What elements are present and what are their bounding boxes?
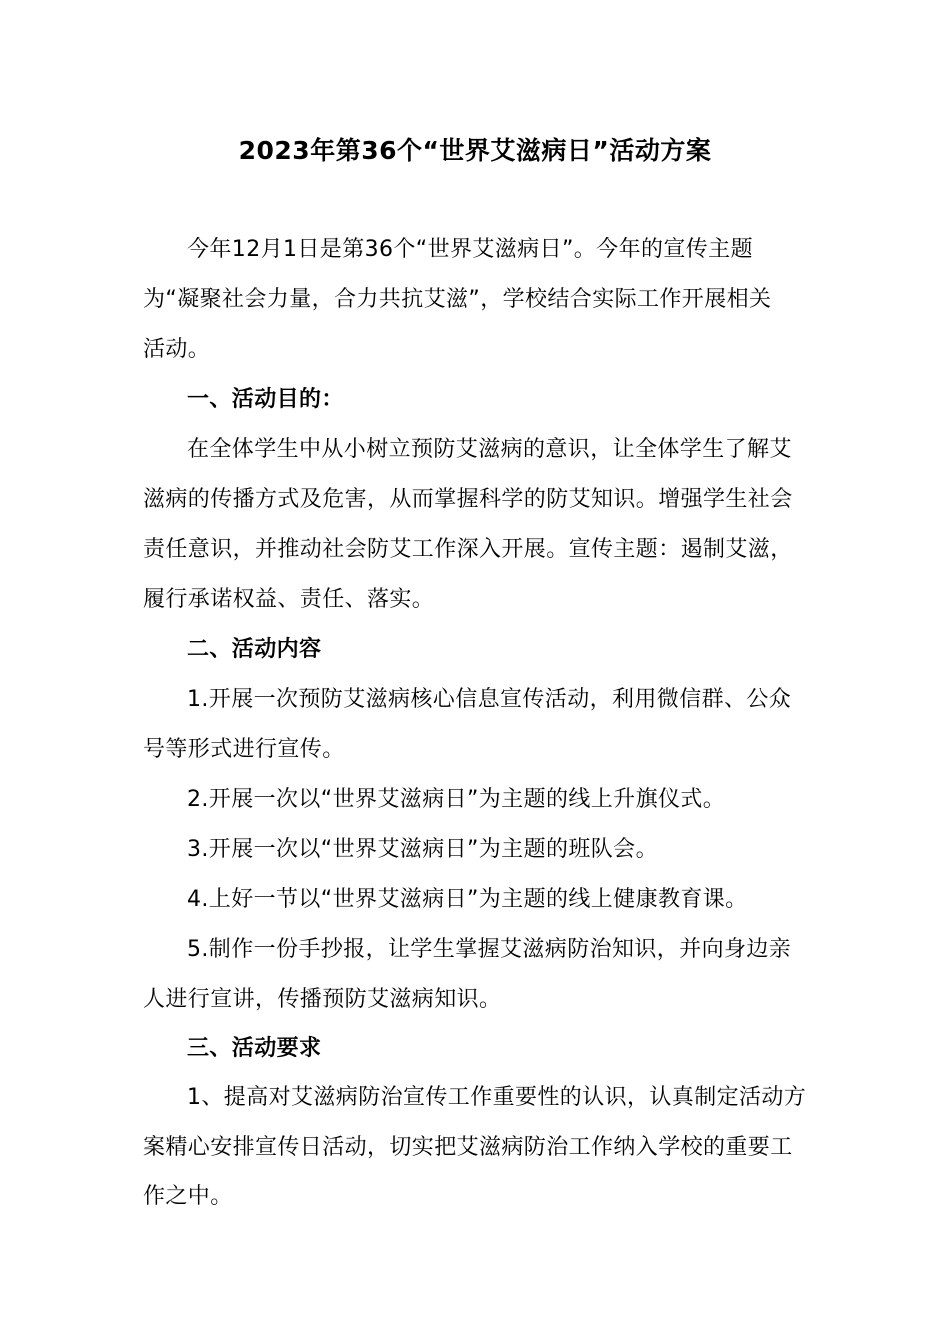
paragraph-intro-line-1: 今年12月1日是第36个“世界艾滋病日”。今年的宣传主题: [187, 237, 753, 262]
content-item-1-line-1: 1.开展一次预防艾滋病核心信息宣传活动，利用微信群、公众: [187, 687, 792, 712]
content-item-2: 2.开展一次以“世界艾滋病日”为主题的线上升旗仪式。: [187, 787, 726, 812]
paragraph-purpose-line-4: 履行承诺权益、责任、落实。: [143, 587, 435, 612]
document-title: 2023年第36个“世界艾滋病日”活动方案: [238, 136, 712, 165]
section-heading-requirements: 三、活动要求: [187, 1036, 322, 1061]
paragraph-purpose-line-3: 责任意识，并推动社会防艾工作深入开展。宣传主题：遏制艾滋，: [143, 537, 793, 562]
paragraph-purpose-line-1: 在全体学生中从小树立预防艾滋病的意识，让全体学生了解艾: [187, 437, 792, 462]
content-item-3: 3.开展一次以“世界艾滋病日”为主题的班队会。: [187, 837, 658, 862]
paragraph-intro-line-3: 活动。: [143, 337, 211, 362]
requirement-item-1-line-3: 作之中。: [143, 1184, 233, 1209]
content-item-5-line-2: 人进行宣讲，传播预防艾滋病知识。: [143, 987, 502, 1012]
requirement-item-1-line-1: 1、提高对艾滋病防治宣传工作重要性的认识，认真制定活动方: [187, 1085, 807, 1110]
paragraph-intro-line-2: 为“凝聚社会力量，合力共抗艾滋”，学校结合实际工作开展相关: [143, 287, 772, 312]
paragraph-purpose-line-2: 滋病的传播方式及危害，从而掌握科学的防艾知识。增强学生社会: [143, 487, 793, 512]
content-item-4: 4.上好一节以“世界艾滋病日”为主题的线上健康教育课。: [187, 887, 748, 912]
section-heading-purpose: 一、活动目的：: [187, 387, 344, 412]
requirement-item-1-line-2: 案精心安排宣传日活动，切实把艾滋病防治工作纳入学校的重要工: [143, 1135, 793, 1160]
content-item-5-line-1: 5.制作一份手抄报，让学生掌握艾滋病防治知识，并向身边亲: [187, 937, 792, 962]
section-heading-content: 二、活动内容: [187, 637, 322, 662]
content-item-1-line-2: 号等形式进行宣传。: [143, 737, 345, 762]
